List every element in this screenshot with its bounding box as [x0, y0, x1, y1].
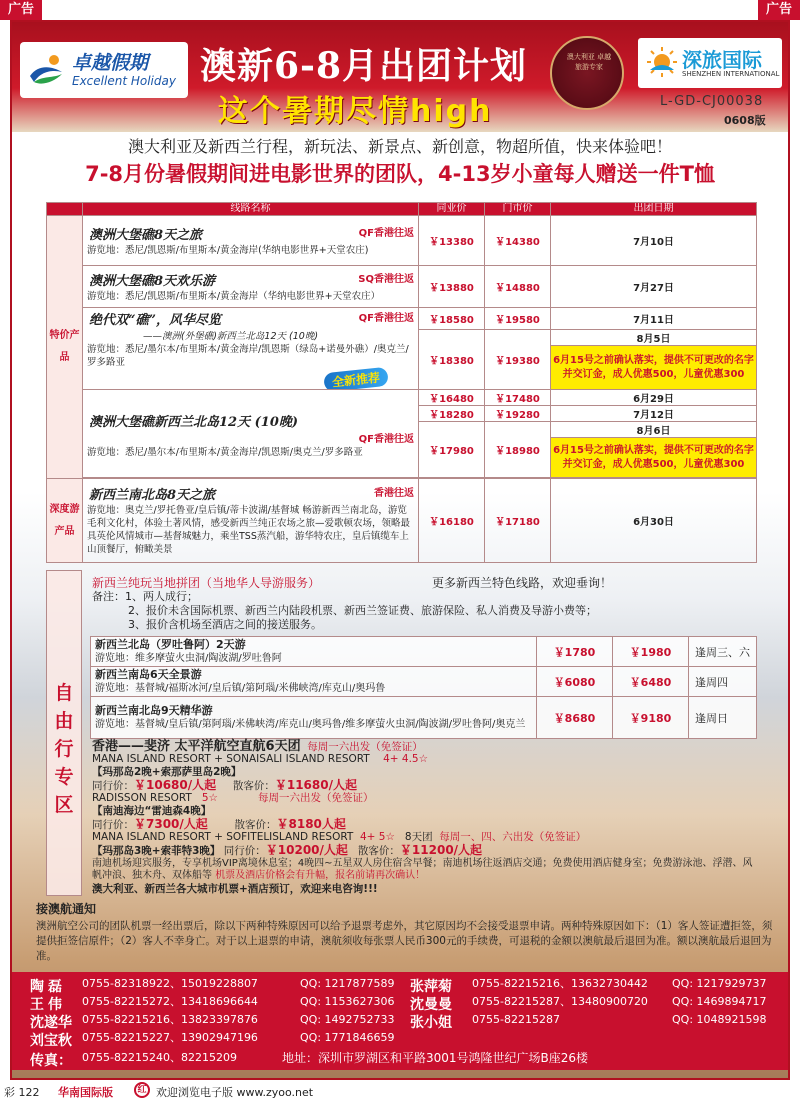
contact-phone: 0755-82215216、13823397876	[82, 1013, 258, 1026]
route-desc: 游览地：悉尼/凯恩斯/布里斯本/黄金海岸（华纳电影世界+天堂农庄）	[87, 290, 381, 302]
logo-en-name: Excellent Holiday	[72, 74, 176, 88]
partner-cn-name: 深旅国际	[682, 48, 762, 72]
product-name: 新西兰北岛（罗吐鲁阿）2天游	[95, 638, 246, 651]
contact-name: 王伟	[30, 997, 66, 1013]
col-header-date: 出团日期	[551, 203, 757, 216]
route-row[interactable]	[83, 479, 419, 563]
retail-price: ￥9180	[613, 697, 689, 739]
australia-expert-seal	[550, 36, 624, 110]
departure-days: 逢周日	[689, 697, 757, 739]
contact-row	[12, 976, 788, 995]
contact-phone: 0755-82215287	[472, 1013, 560, 1026]
fiji-retail-1: ￥11680/人起	[274, 778, 357, 792]
departure-date: 6月29日	[551, 390, 757, 406]
fiji-note-2: 每周一六出发（免签证）	[258, 792, 374, 804]
route-name: 绝代双“礁”，风华尽览	[89, 312, 221, 328]
contact-phone: 0755-82215227、13902947196	[82, 1031, 258, 1044]
retail-price: ￥17180	[485, 479, 551, 563]
contact-row	[12, 1012, 788, 1031]
fiji-retail-2: ￥8180人起	[276, 817, 346, 831]
free-travel-more: 更多新西兰特色线路，欢迎垂询！	[432, 576, 613, 590]
departure-date: 7月27日	[551, 266, 757, 308]
route-name: 澳洲大堡礁8天之旅	[89, 227, 203, 243]
trade-price: ￥18280	[419, 406, 485, 422]
product-name: 新西兰南北岛9天精华游	[95, 704, 213, 717]
fiji-package-1: 【玛那岛2晚+索那萨里岛2晚】	[92, 766, 242, 778]
trade-price: ￥13880	[419, 266, 485, 308]
airline-label: QF香港往返	[358, 312, 414, 324]
fiji-title: 香港——斐济 太平洋航空直航6天团	[92, 739, 301, 754]
airline-label: QF香港往返	[358, 227, 414, 239]
brochure-page	[10, 20, 790, 1080]
departure-days: 逢周三、六	[689, 637, 757, 667]
contact-name: 陶磊	[30, 979, 66, 995]
route-row[interactable]	[83, 266, 419, 308]
route-desc: 游览地：奥克兰/罗托鲁亚/皇后镇/蒂卡波湖/基督城 畅游新西兰南北岛，游览毛利文化村，体验土著风情，感受新西兰纯正农场之旅—爱歌顿农场，领略最具英伦风情城市—基督城魅力，乘坐TSS蒸汽船，游华特农庄，皇后镇缆车上山顶餐厅，俯瞰美景	[87, 505, 411, 555]
promo-headline: 7-8月份暑假期间进电影世界的团队，4-13岁小童每人赠送一件T恤	[85, 162, 715, 186]
notice-body: 澳洲航空公司的团队机票一经出票后，除以下两种特殊原因可以给予退票考虑外，其它原因均不会接受退票申请。两种特殊原因如下：（1）客人签证遭拒签，须提供拒签信原件；（2）客人不幸身亡。对于以上退票的申请，澳航须收每张票人民币300元的手续费，可退税的金额以澳航最后退回为准。额以澳航最后退回为准。	[36, 920, 773, 962]
departure-date: 7月12日	[551, 406, 757, 422]
departure-date: 6月30日	[551, 479, 757, 563]
notice-title: 接澳航通知	[36, 902, 97, 916]
departure-date: 8月5日	[551, 330, 757, 346]
fiji-retail-3: ￥11200/人起	[399, 843, 483, 857]
route-desc: 游览地：悉尼/凯恩斯/布里斯本/黄金海岸(华纳电影世界+天堂农庄)	[87, 244, 369, 256]
early-booking-note: 6月15号之前确认落实，提供不可更改的名字并交订金，成人优惠500，儿童优惠300	[551, 438, 757, 478]
contact-name: 张小姐	[410, 1015, 452, 1031]
retail-price: ￥19580	[485, 308, 551, 330]
fiji-package-block	[92, 740, 758, 896]
trade-price: ￥16480	[419, 390, 485, 406]
contact-row	[12, 1030, 788, 1049]
col-header-route: 线路名称	[83, 203, 419, 216]
retail-price: ￥6480	[613, 667, 689, 697]
contact-phone: 0755-82215216、13632730442	[472, 977, 648, 990]
trade-label: 同行价：	[223, 845, 266, 857]
contact-bar	[12, 972, 788, 1070]
trade-price: ￥8680	[537, 697, 613, 739]
trade-price: ￥16180	[419, 479, 485, 563]
contact-name: 张萍菊	[410, 979, 452, 995]
retail-price: ￥17480	[485, 390, 551, 406]
trade-price: ￥17980	[419, 422, 485, 478]
website-link[interactable]: 欢迎浏览电子版 www.zyoo.net	[156, 1086, 314, 1099]
contact-name: 刘宝秋	[30, 1033, 72, 1049]
route-desc: 游览地：悉尼/墨尔本/布里斯本/黄金海岸/凯恩斯/奥克兰/罗多路亚	[87, 447, 363, 458]
shenzhen-international-logo	[638, 38, 782, 88]
license-number: L-GD-CJ00038	[660, 94, 764, 109]
route-row[interactable]	[83, 308, 419, 390]
page-title: 澳新6-8月出团计划	[200, 45, 528, 87]
retail-price: ￥19280	[485, 406, 551, 422]
fiji-package-3: 【玛那岛3晚+索菲特3晚】	[92, 845, 221, 857]
trade-label: 同行价：	[92, 780, 134, 792]
fiji-title-note: 每周一六出发（免签证）	[307, 741, 423, 753]
retail-price: ￥14380	[485, 216, 551, 266]
remark-line: 备注：1、两人成行；	[92, 590, 198, 603]
col-header-trade: 同业价	[419, 203, 485, 216]
contact-row	[12, 994, 788, 1013]
fax-address-row	[12, 1050, 788, 1069]
contact-phone: 0755-82215287、13480900720	[472, 995, 648, 1008]
retail-label: 散客价：	[234, 819, 277, 831]
contact-qq: QQ: 1048921598	[672, 1013, 767, 1026]
contact-phone: 0755-82215272、13418696644	[82, 995, 258, 1008]
intro-text: 澳大利亚及新西兰行程，新玩法、新景点、新创意，物超所值，快来体验吧！	[127, 137, 672, 156]
fax-label: 传真：	[30, 1053, 72, 1069]
category-special: 特价产品	[47, 216, 83, 479]
logo-cn-name: 卓越假期	[72, 52, 149, 74]
free-travel-remarks	[92, 590, 597, 632]
summer-slogan: 这个暑期尽情high	[218, 94, 493, 129]
ad-tag-left: 广告	[0, 0, 42, 20]
contact-name: 沈曼曼	[410, 997, 452, 1013]
page-number: 彩 122	[4, 1086, 40, 1099]
fiji-resort-2: RADISSON RESORT	[92, 792, 192, 804]
fiji-trade-2: ￥7300/人起	[134, 817, 208, 831]
route-row[interactable]	[83, 216, 419, 266]
office-address: 地址：深圳市罗湖区和平路3001号鸿隆世纪广场B座26楼	[282, 1051, 589, 1065]
fax-number: 0755-82215240、82215209	[82, 1051, 237, 1064]
contact-qq: QQ: 1771846659	[300, 1031, 395, 1044]
free-travel-heading: 新西兰纯玩当地拼团（当地华人导游服务）	[92, 576, 321, 590]
category-deep: 深度游产品	[47, 479, 83, 563]
product-desc: 游览地：基督城/皇后镇/第阿瑙/米佛峡湾/库克山/奥玛鲁/维多摩萤火虫洞/陶波湖/罗吐鲁阿/奥克兰	[95, 719, 526, 730]
departure-date: 7月10日	[551, 216, 757, 266]
fiji-package-2: 【南迪海边“雷迪森4晚】	[92, 805, 212, 817]
route-name: 新西兰南北岛8天之旅	[89, 488, 216, 503]
contact-qq: QQ: 1153627306	[300, 995, 395, 1008]
retail-label: 散客价：	[357, 845, 400, 857]
contact-name: 沈遂华	[30, 1015, 72, 1031]
early-booking-note: 6月15号之前确认落实，提供不可更改的名字并交订金，成人优惠500，儿童优惠300	[551, 346, 757, 390]
contact-phone: 0755-82318922、15019228807	[82, 977, 258, 990]
trade-label: 同行价：	[92, 819, 134, 831]
page-footer	[0, 1082, 800, 1100]
route-row[interactable]	[83, 390, 419, 478]
trade-price: ￥18380	[419, 330, 485, 390]
sun-logo-icon	[646, 46, 678, 78]
version-label: 0608版	[724, 114, 766, 127]
trade-price: ￥13380	[419, 216, 485, 266]
route-name: 澳洲大堡礁8天欢乐游	[89, 273, 216, 289]
trade-price: ￥18580	[419, 308, 485, 330]
excellent-holiday-logo	[20, 42, 188, 98]
product-desc: 游览地：维多摩萤火虫洞/陶波湖/罗吐鲁阿	[95, 653, 282, 664]
nz-product-table	[90, 636, 757, 739]
header-banner	[12, 22, 788, 132]
airline-label: 香港往返	[374, 488, 414, 499]
retail-price: ￥14880	[485, 266, 551, 308]
route-name: 澳洲大堡礁新西兰北岛12天 (10晚)	[89, 415, 299, 430]
qantas-notice	[36, 902, 776, 964]
product-name: 新西兰南岛6天全景游	[95, 668, 202, 681]
retail-label: 散客价：	[232, 780, 275, 792]
product-row[interactable]	[91, 697, 757, 739]
fiji-note-3: 每周一、四、六出发（免签证）	[439, 831, 587, 843]
category-free-travel: 自由行专区	[46, 570, 82, 896]
trade-price: ￥6080	[537, 667, 613, 697]
contact-qq: QQ: 1492752733	[300, 1013, 395, 1026]
new-recommend-badge: 全新推荐	[323, 366, 389, 389]
fiji-resort-3: MANA ISLAND RESORT + SOFITELISLAND RESORT	[92, 831, 354, 843]
retail-price: ￥19380	[485, 330, 551, 390]
col-header-retail: 门市价	[485, 203, 551, 216]
swirl-logo-icon	[28, 52, 66, 88]
departure-days: 逢周四	[689, 667, 757, 697]
fiji-booking-note: 澳大利亚、新西兰各大城市机票+酒店预订，欢迎来电咨询!!!	[92, 883, 378, 895]
fiji-resort-1: MANA ISLAND RESORT + SONAISALI ISLAND RESORT	[92, 753, 370, 765]
product-desc: 游览地：基督城/福斯冰河/皇后镇/第阿瑙/米佛峡湾/库克山/奥玛鲁	[95, 683, 386, 694]
fiji-trade-3: ￥10200/人起	[265, 843, 348, 857]
seal-text: 澳大利亚 卓越 旅游专家	[566, 53, 612, 71]
remark-line: 3、报价含机场至酒店之间的接送服务。	[128, 618, 322, 631]
contact-qq: QQ: 1217877589	[300, 977, 395, 990]
ad-tag-right: 广告	[758, 0, 800, 20]
fiji-price-warning: 机票及酒店价格会有升幅，报名前请再次确认！	[215, 870, 426, 881]
departure-date: 7月11日	[551, 308, 757, 330]
fiji-inclusions: 南迪机场迎宾服务，专享机场VIP离境休息室；4晚四~五星双人房住宿含早餐；南迪机场往返酒店交通；免费使用酒店健身室；免费游泳池、浮潜、风帆冲浪、独木舟、双体船等	[92, 858, 753, 881]
contact-qq: QQ: 1469894717	[672, 995, 767, 1008]
fiji-days-3: 8天团	[404, 831, 433, 843]
airline-label: QF香港往返	[358, 434, 414, 445]
route-subtitle: ——澳洲(外堡礁)新西兰北岛12天 (10晚)	[143, 330, 319, 342]
fiji-star-1: 4+ 4.5☆	[383, 753, 429, 765]
retail-price: ￥18980	[485, 422, 551, 478]
red-badge-icon: 红	[134, 1082, 150, 1098]
product-row[interactable]	[91, 667, 757, 697]
contact-qq: QQ: 1217929737	[672, 977, 767, 990]
fiji-trade-1: ￥10680/人起	[134, 778, 217, 792]
remark-line: 2、报价未含国际机票、新西兰内陆段机票、新西兰签证费、旅游保险、私人消费及导游小费等；	[128, 604, 597, 617]
route-desc: 游览地：悉尼/墨尔本/布里斯本/黄金海岸/凯恩斯（绿岛+诺曼外礁）/奥克兰/罗多路亚	[87, 343, 409, 368]
fiji-star-2: 5☆	[201, 792, 218, 804]
airline-label: SQ香港往返	[358, 273, 414, 285]
edition-name: 华南国际版	[58, 1086, 113, 1099]
retail-price: ￥1980	[613, 637, 689, 667]
partner-en-name: SHENZHEN INTERNATIONAL	[682, 70, 780, 78]
fiji-star-3: 4+ 5☆	[359, 831, 395, 843]
trade-price: ￥1780	[537, 637, 613, 667]
tour-price-table	[46, 202, 757, 563]
departure-date: 8月6日	[551, 422, 757, 438]
product-row[interactable]	[91, 637, 757, 667]
